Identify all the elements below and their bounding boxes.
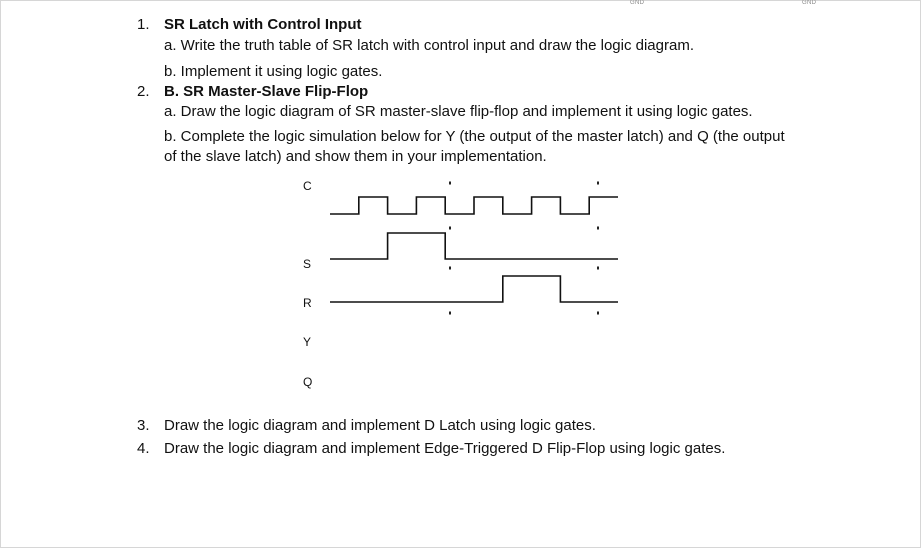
item-number-1: 1. (137, 16, 150, 33)
waveform-r (330, 276, 618, 302)
timing-marker (597, 267, 599, 270)
timing-marker (597, 182, 599, 185)
item-number-3: 3. (137, 417, 150, 434)
gnd-label-right: GND (802, 0, 817, 6)
item-text-3: Draw the logic diagram and implement D Latch using logic gates. (164, 417, 596, 434)
signal-label-y: Y (303, 335, 312, 349)
item-1-sub-a: a. Write the truth table of SR latch with control input and draw the logic diagram. (164, 37, 694, 54)
item-2-sub-a: a. Draw the logic diagram of SR master-slave flip-flop and implement it using logic gates. (164, 103, 753, 120)
waveform-c (330, 197, 618, 214)
item-title-1: SR Latch with Control Input (164, 16, 362, 33)
timing-marker (597, 227, 599, 230)
signal-label-q: Q (303, 375, 313, 389)
item-2-sub-b-cont: of the slave latch) and show them in your implementation. (164, 148, 547, 165)
signal-label-r: R (303, 296, 312, 310)
timing-marker (597, 312, 599, 315)
item-1-sub-b: b. Implement it using logic gates. (164, 63, 383, 80)
signal-label-s: S (303, 257, 312, 271)
gnd-label-left: GND (630, 0, 645, 6)
item-number-4: 4. (137, 440, 150, 457)
signal-label-c: C (303, 179, 312, 193)
timing-marker (449, 182, 451, 185)
item-text-4: Draw the logic diagram and implement Edge-Triggered D Flip-Flop using logic gates. (164, 440, 726, 457)
timing-markers (449, 182, 599, 315)
timing-marker (449, 227, 451, 230)
waveform-s (330, 233, 618, 259)
item-2-sub-b: b. Complete the logic simulation below for Y (the output of the master latch) and Q (the output (164, 128, 785, 145)
item-title-2: B. SR Master-Slave Flip-Flop (164, 83, 369, 100)
timing-marker (449, 267, 451, 270)
timing-marker (449, 312, 451, 315)
item-number-2: 2. (137, 83, 150, 100)
